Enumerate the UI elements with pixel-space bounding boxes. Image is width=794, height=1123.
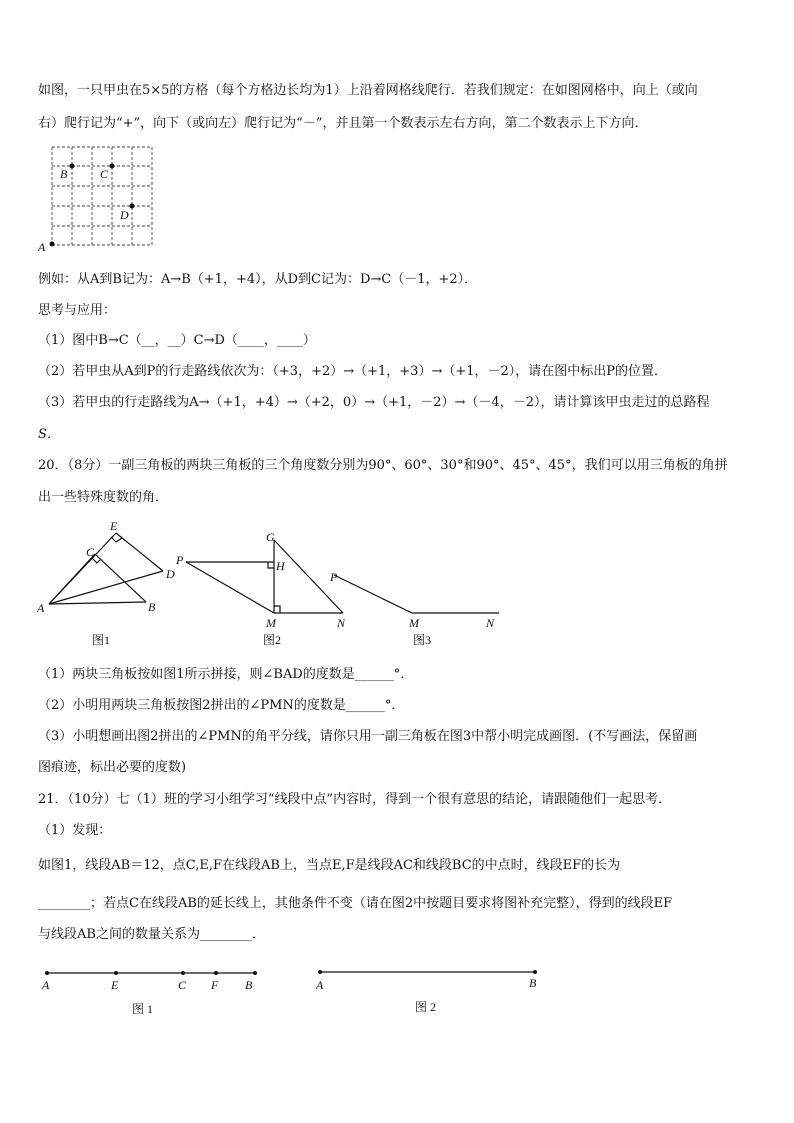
fig2-label-h: H — [276, 559, 285, 573]
point-d-dot — [130, 204, 135, 209]
seg1-caption: 图 1 — [132, 1002, 154, 1016]
grid-label-c: C — [100, 167, 109, 181]
point-c-dot — [110, 164, 115, 169]
fig1-label-e: E — [110, 519, 118, 533]
q21-figure-1 — [38, 962, 268, 1022]
fig3-caption: 图3 — [413, 633, 432, 647]
grid-label-a: A — [38, 240, 46, 254]
seg2-label-a: A — [316, 978, 324, 992]
grid-label-d: D — [120, 208, 129, 222]
q19-part1: （1）图中B→C（__，__）C→D（____，____） — [38, 333, 316, 348]
q21-line1: 如图1，线段AB＝12，点C,E,F在线段AB上，当点E,F是线段AC和线段BC的中点时，线段EF的长为 — [38, 858, 621, 873]
fig1-label-c: C — [86, 545, 95, 559]
q21-figure-2 — [312, 962, 552, 1022]
fig3-label-m: M — [409, 616, 419, 630]
q20-figure-1 — [34, 516, 184, 648]
q19-example: 例如：从A到B记为：A→B（+1，+4），从D到C记为：D→C（－1，+2）． — [38, 272, 478, 287]
grid-label-b: B — [60, 167, 68, 181]
q21-line2: ________；若点C在线段AB的延长线上，其他条件不变（请在图2中按题目要求将图补充完整），得到的线段EF — [38, 896, 673, 911]
seg1-label-b: B — [245, 978, 253, 992]
seg1-label-f: F — [211, 978, 219, 992]
fig1-caption: 图1 — [92, 633, 111, 647]
q19-intro-line2: 右）爬行记为“+”，向下（或向左）爬行记为“－”，并且第一个数表示左右方向，第二个数表示上下方向． — [38, 116, 648, 131]
q20-part1: （1）两块三角板按如图1所示拼接，则∠BAD的度数是______°． — [38, 667, 414, 682]
fig1-label-b: B — [148, 600, 156, 614]
q20-part2: （2）小明用两块三角板按图2拼出的∠PMN的度数是______°． — [38, 698, 405, 713]
fig2-label-m: M — [266, 616, 276, 630]
seg1-label-a: A — [42, 978, 50, 992]
fig2-label-g: G — [266, 530, 275, 544]
q21-found: （1）发现： — [38, 823, 112, 838]
fig2-caption: 图2 — [263, 633, 282, 647]
beetle-grid-figure — [32, 140, 162, 255]
seg2-label-b: B — [529, 976, 537, 990]
seg1-label-c: C — [178, 978, 187, 992]
point-a-dot — [50, 242, 55, 247]
q20-stem-line1: 20．（8分）一副三角板的两块三角板的三个角度数分别为90°、60°、30°和90°、45°、45°，我们可以用三角板的角拼 — [38, 458, 728, 473]
fig3-label-n: N — [486, 616, 495, 630]
q20-figure-3 — [322, 560, 512, 648]
q19-part3-line2: S． — [38, 427, 60, 442]
fig2-label-n: N — [337, 616, 346, 630]
fig1-label-a: A — [37, 601, 45, 615]
fig2-label-p: P — [176, 553, 184, 567]
fig3-label-p: P — [330, 570, 338, 584]
seg1-label-e: E — [111, 978, 119, 992]
q19-intro-line1: 如图，一只甲虫在5×5的方格（每个方格边长均为1）上沿着网格线爬行．若我们规定：在如图网格中，向上（或向 — [38, 83, 698, 98]
q20-part3-line2: 图痕迹，标出必要的度数) — [38, 760, 187, 775]
q21-stem: 21．（10分）七（1）班的学习小组学习“线段中点”内容时，得到一个很有意思的结论，请跟随他们一起思考． — [38, 792, 672, 807]
q19-think: 思考与应用： — [38, 303, 117, 318]
fig1-label-d: D — [166, 567, 175, 581]
q19-part2: （2）若甲虫从A到P的行走路线依次为：（+3，+2）→（+1，+3）→（+1，－2），请在图中标出P的位置． — [38, 364, 668, 379]
point-b-dot — [70, 164, 75, 169]
q20-part3-line1: （3）小明想画出图2拼出的∠PMN的角平分线，请你只用一副三角板在图3中帮小明完成画图．(不写画法，保留画 — [38, 729, 698, 744]
q20-stem-line2: 出一些特殊度数的角． — [38, 490, 169, 505]
seg2-caption: 图 2 — [415, 1000, 437, 1014]
q21-line3: 与线段AB之间的数量关系为________． — [38, 927, 265, 942]
q19-part3-line1: （3）若甲虫的行走路线为A→（+1，+4）→（+2，0）→（+1，－2）→（－4，－2），请计算该甲虫走过的总路程 — [38, 395, 710, 410]
